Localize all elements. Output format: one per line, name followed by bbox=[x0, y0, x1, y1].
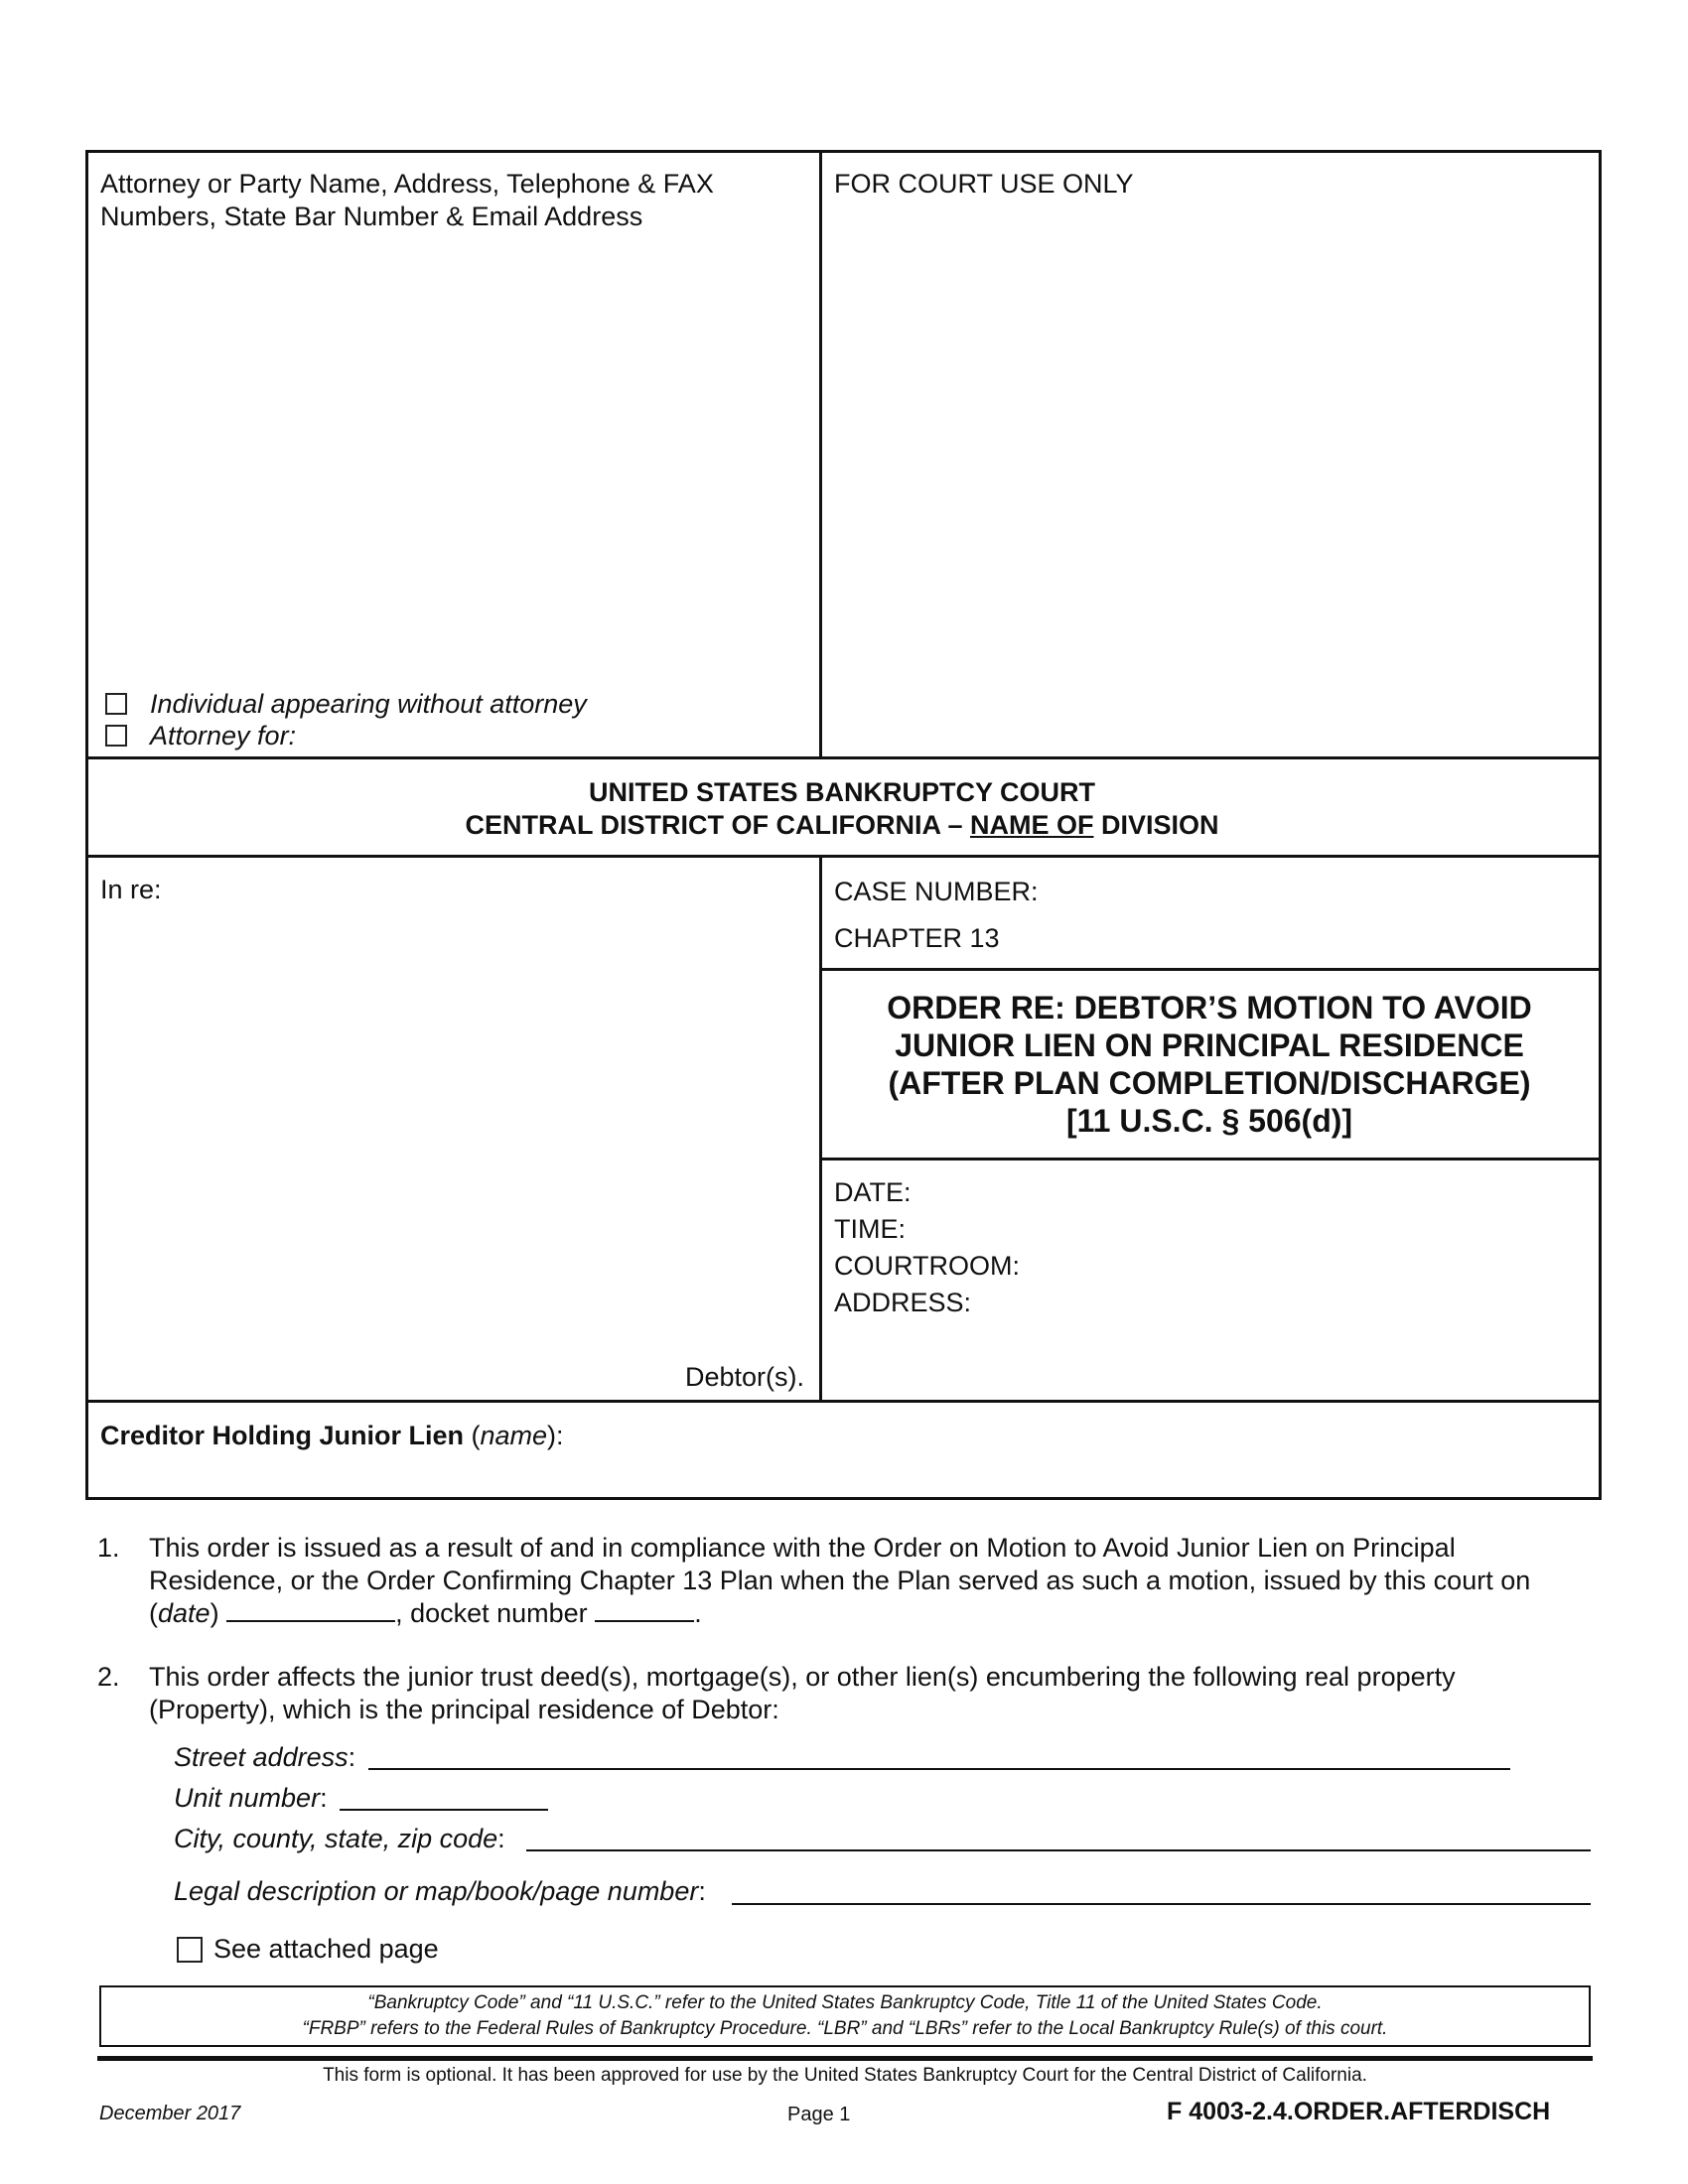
court-division: DIVISION bbox=[1093, 810, 1219, 840]
street-address-field[interactable] bbox=[368, 1768, 1510, 1770]
court-name-line2 bbox=[85, 809, 1599, 842]
city-label: City, county, state, zip code: bbox=[174, 1824, 505, 1853]
item1-docket-field[interactable] bbox=[595, 1598, 694, 1622]
item1-date-label: date bbox=[158, 1598, 211, 1628]
order-title-line1: ORDER RE: DEBTOR’S MOTION TO AVOID bbox=[887, 990, 1532, 1025]
item1-date-field[interactable] bbox=[226, 1598, 395, 1622]
division-name-placeholder: NAME OF bbox=[969, 810, 1094, 840]
definitions-note-line2: “FRBP” refers to the Federal Rules of Bankruptcy Procedure. “LBR” and “LBRs” refer to the Local Bankruptcy Rule(s) of this court. bbox=[302, 2018, 1388, 2039]
unit-number-text: Unit number bbox=[174, 1783, 321, 1813]
unit-number-label: Unit number: bbox=[174, 1783, 328, 1813]
item2-number: 2. bbox=[97, 1662, 120, 1692]
legal-description-field[interactable] bbox=[732, 1903, 1591, 1905]
optional-notice: This form is optional. It has been approved for use by the United States Bankruptcy Court for the Central District of California. bbox=[323, 2065, 1367, 2086]
legal-description-text: Legal description or map/book/page number bbox=[174, 1876, 699, 1906]
see-attached-label: See attached page bbox=[213, 1934, 439, 1964]
item1-line3: (date) , docket number . bbox=[149, 1598, 702, 1628]
unit-number-field[interactable] bbox=[340, 1809, 548, 1811]
court-district: CENTRAL DISTRICT OF CALIFORNIA – bbox=[465, 810, 970, 840]
street-address-text: Street address bbox=[174, 1742, 349, 1772]
item1-docket-label: , docket number bbox=[395, 1598, 588, 1628]
attorney-for-checkbox[interactable] bbox=[105, 725, 127, 747]
definitions-note bbox=[99, 1985, 1591, 2047]
order-title-line2: JUNIOR LIEN ON PRINCIPAL RESIDENCE bbox=[895, 1027, 1524, 1063]
see-attached-checkbox[interactable] bbox=[177, 1937, 203, 1963]
creditor-label bbox=[100, 1420, 564, 1452]
item2-line2: (Property), which is the principal residence of Debtor: bbox=[149, 1695, 779, 1724]
attorney-label-line2: Numbers, State Bar Number & Email Address bbox=[100, 202, 643, 231]
creditor-label-name: name bbox=[480, 1421, 548, 1450]
caption-rule-2 bbox=[85, 855, 1602, 858]
individual-checkbox-label: Individual appearing without attorney bbox=[150, 689, 587, 719]
chapter-label: CHAPTER 13 bbox=[834, 923, 1000, 953]
definitions-note-line1: “Bankruptcy Code” and “11 U.S.C.” refer to the United States Bankruptcy Code, Title 11 of the United States Code. bbox=[367, 1992, 1323, 2013]
hearing-date-label: DATE: bbox=[834, 1177, 912, 1207]
attorney-label-line1: Attorney or Party Name, Address, Telephone & FAX bbox=[100, 169, 714, 199]
creditor-label-open: ( bbox=[464, 1421, 481, 1450]
item1-line1: This order is issued as a result of and in compliance with the Order on Motion to Avoid Junior Lien on Principal bbox=[149, 1533, 1456, 1563]
city-field[interactable] bbox=[526, 1849, 1591, 1851]
caption-rule-5 bbox=[85, 1400, 1602, 1403]
footer-rule bbox=[97, 2056, 1593, 2061]
caption-divider-top bbox=[819, 150, 822, 758]
case-number-label: CASE NUMBER: bbox=[834, 877, 1039, 906]
item2-line1: This order affects the junior trust deed(s), mortgage(s), or other lien(s) encumbering the following real property bbox=[149, 1662, 1456, 1692]
in-re-label: In re: bbox=[100, 875, 162, 904]
individual-checkbox[interactable] bbox=[105, 693, 127, 715]
court-name-line1: UNITED STATES BANKRUPTCY COURT bbox=[588, 777, 1095, 807]
creditor-label-close: ): bbox=[547, 1421, 564, 1450]
hearing-time-label: TIME: bbox=[834, 1214, 906, 1244]
address-label: ADDRESS: bbox=[834, 1288, 972, 1317]
order-title-line3: (AFTER PLAN COMPLETION/DISCHARGE) bbox=[888, 1065, 1531, 1101]
creditor-label-bold: Creditor Holding Junior Lien bbox=[100, 1421, 464, 1450]
form-number: F 4003-2.4.ORDER.AFTERDISCH bbox=[1167, 2098, 1551, 2125]
courtroom-label: COURTROOM: bbox=[834, 1251, 1020, 1281]
debtors-label: Debtor(s). bbox=[685, 1362, 805, 1392]
form-date: December 2017 bbox=[99, 2103, 241, 2124]
court-use-label: FOR COURT USE ONLY bbox=[834, 169, 1134, 199]
caption-rule-4 bbox=[819, 1158, 1602, 1160]
item1-number: 1. bbox=[97, 1533, 120, 1563]
page-number: Page 1 bbox=[787, 2104, 851, 2125]
order-title-line4: [11 U.S.C. § 506(d)] bbox=[1065, 1103, 1353, 1139]
city-text: City, county, state, zip code bbox=[174, 1824, 498, 1853]
item1-line2: Residence, or the Order Confirming Chapter 13 Plan when the Plan served as such a motion, issued by this court on bbox=[149, 1566, 1531, 1595]
street-address-label: Street address: bbox=[174, 1742, 356, 1772]
caption-rule-3 bbox=[819, 968, 1602, 971]
legal-description-label: Legal description or map/book/page number: bbox=[174, 1876, 706, 1906]
caption-rule-1 bbox=[85, 756, 1602, 759]
attorney-for-checkbox-label: Attorney for: bbox=[150, 721, 297, 751]
